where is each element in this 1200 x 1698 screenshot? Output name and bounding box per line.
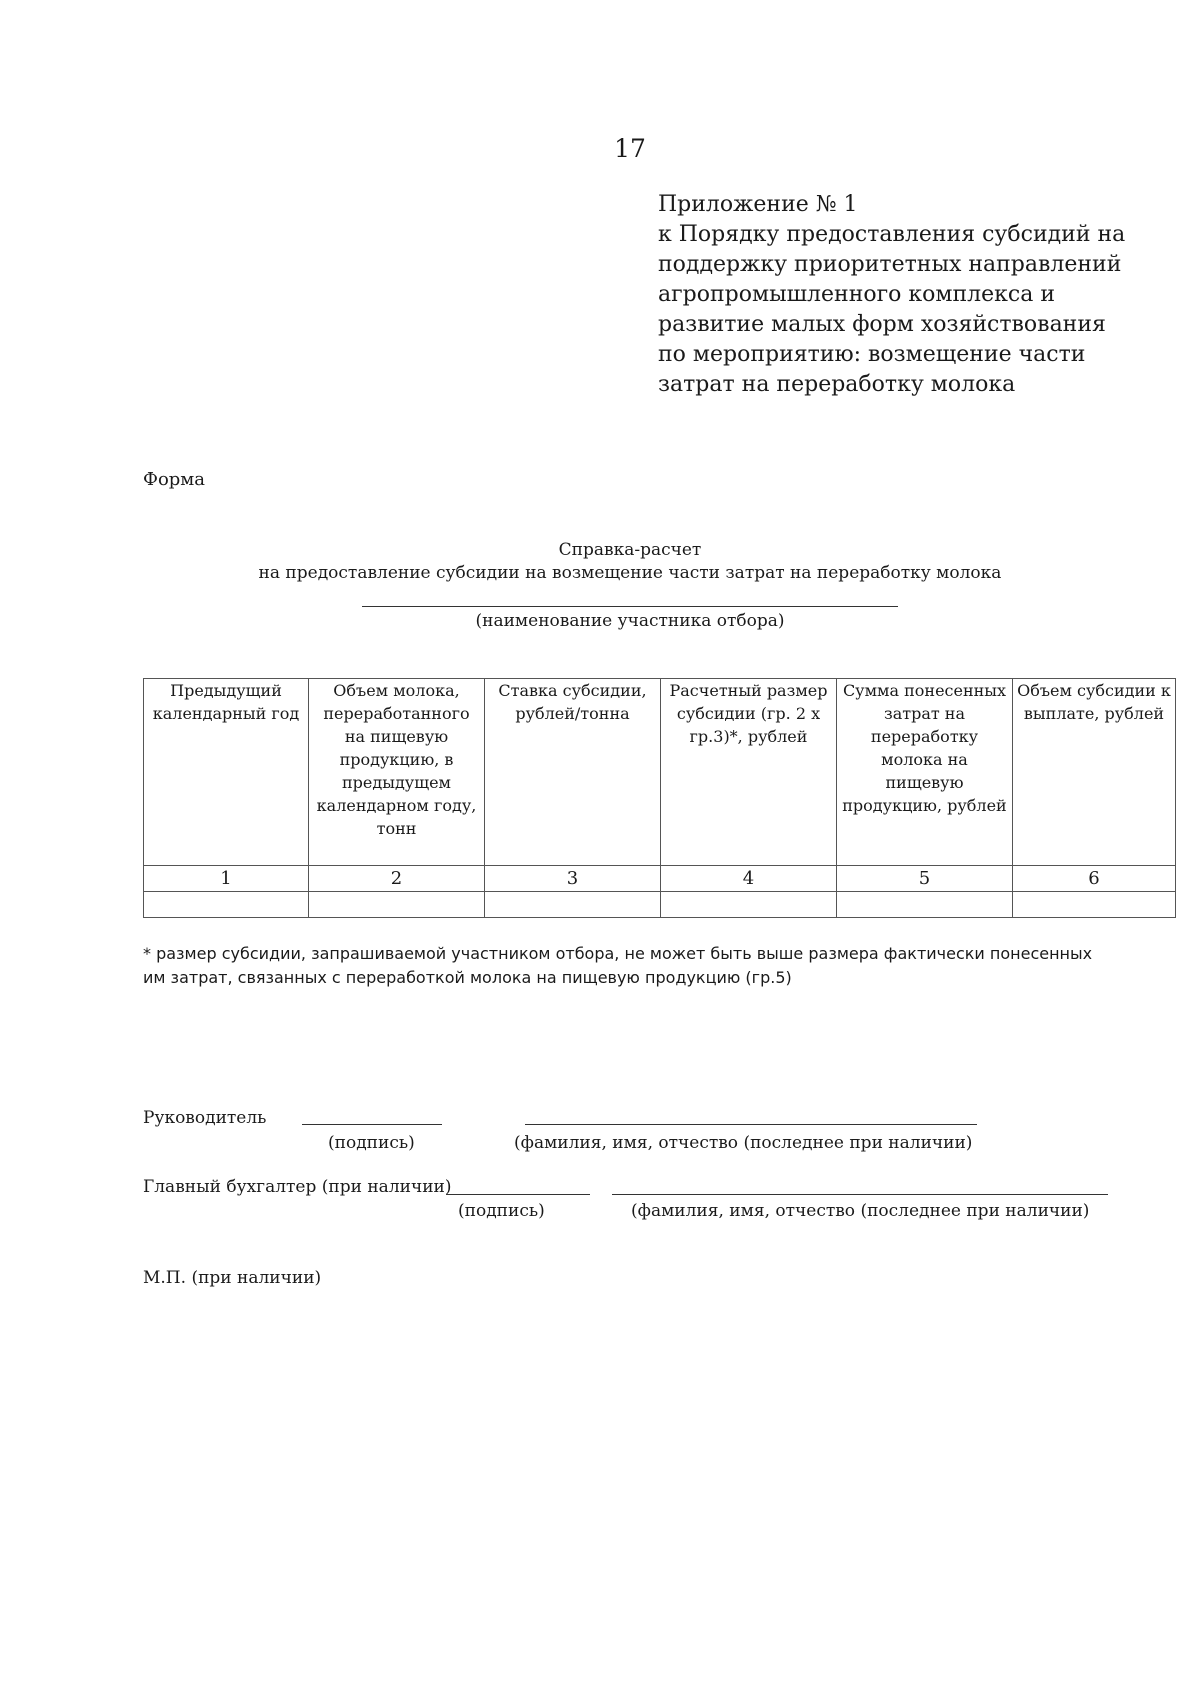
appendix-line: затрат на переработку молока <box>658 372 1016 397</box>
calculation-table <box>143 678 1176 918</box>
appendix-line: агропромышленного комплекса и <box>658 282 1055 307</box>
title-subline: на предоставление субсидии на возмещение части затрат на переработку молока <box>258 563 1002 583</box>
page-number: 17 <box>614 134 646 163</box>
table-cell <box>485 892 661 918</box>
appendix-header <box>658 190 1158 400</box>
table-number-row <box>144 866 1176 892</box>
table-header-row <box>144 679 1176 866</box>
table-cell <box>144 892 309 918</box>
title-line: Справка-расчет <box>558 540 702 560</box>
head-signature-caption: (подпись) <box>328 1133 415 1153</box>
accountant-name-line <box>612 1193 1108 1195</box>
document-title <box>0 539 1200 585</box>
appendix-line: Приложение № 1 <box>658 192 858 217</box>
footnote-line: * размер субсидии, запрашиваемой участником отбора, не может быть выше размера фактически понесенных <box>143 944 1093 963</box>
table-cell <box>837 892 1013 918</box>
footnote-line: им затрат, связанных с переработкой молока на пищевую продукцию (гр.5) <box>143 968 792 987</box>
appendix-line: поддержку приоритетных направлений <box>658 252 1122 277</box>
participant-name-caption: (наименование участника отбора) <box>475 611 785 631</box>
table-cell <box>661 892 837 918</box>
table-header-cell: Объем молока, переработанного на пищевую продукцию, в предыдущем календарном году, тонн <box>309 679 485 866</box>
accountant-signature-line <box>446 1193 590 1195</box>
appendix-line: к Порядку предоставления субсидий на <box>658 222 1126 247</box>
accountant-name-caption: (фамилия, имя, отчество (последнее при наличии) <box>631 1201 1090 1221</box>
accountant-signature-caption: (подпись) <box>458 1201 545 1221</box>
appendix-line: развитие малых форм хозяйствования <box>658 312 1106 337</box>
column-number: 2 <box>309 866 485 892</box>
head-name-caption: (фамилия, имя, отчество (последнее при наличии) <box>514 1133 973 1153</box>
column-number: 6 <box>1013 866 1176 892</box>
table-header-cell: Сумма понесенных затрат на переработку молока на пищевую продукцию, рублей <box>837 679 1013 866</box>
column-number: 5 <box>837 866 1013 892</box>
table-row <box>144 892 1176 918</box>
table-header-cell: Расчетный размер субсидии (гр. 2 x гр.3)*, рублей <box>661 679 837 866</box>
head-name-line <box>525 1123 977 1125</box>
participant-name-line <box>362 598 898 607</box>
stamp-label: М.П. (при наличии) <box>143 1268 322 1288</box>
table-cell <box>1013 892 1176 918</box>
table-header-cell: Объем субсидии к выплате, рублей <box>1013 679 1176 866</box>
table-header-cell: Предыдущий календарный год <box>144 679 309 866</box>
table-header-cell: Ставка субсидии, рублей/тонна <box>485 679 661 866</box>
accountant-label: Главный бухгалтер (при наличии) <box>143 1177 452 1197</box>
footnote <box>143 942 1143 990</box>
column-number: 1 <box>144 866 309 892</box>
table-cell <box>309 892 485 918</box>
form-label: Форма <box>143 469 206 490</box>
head-signature-line <box>302 1123 442 1125</box>
appendix-line: по мероприятию: возмещение части <box>658 342 1086 367</box>
column-number: 4 <box>661 866 837 892</box>
head-label: Руководитель <box>143 1108 267 1128</box>
column-number: 3 <box>485 866 661 892</box>
